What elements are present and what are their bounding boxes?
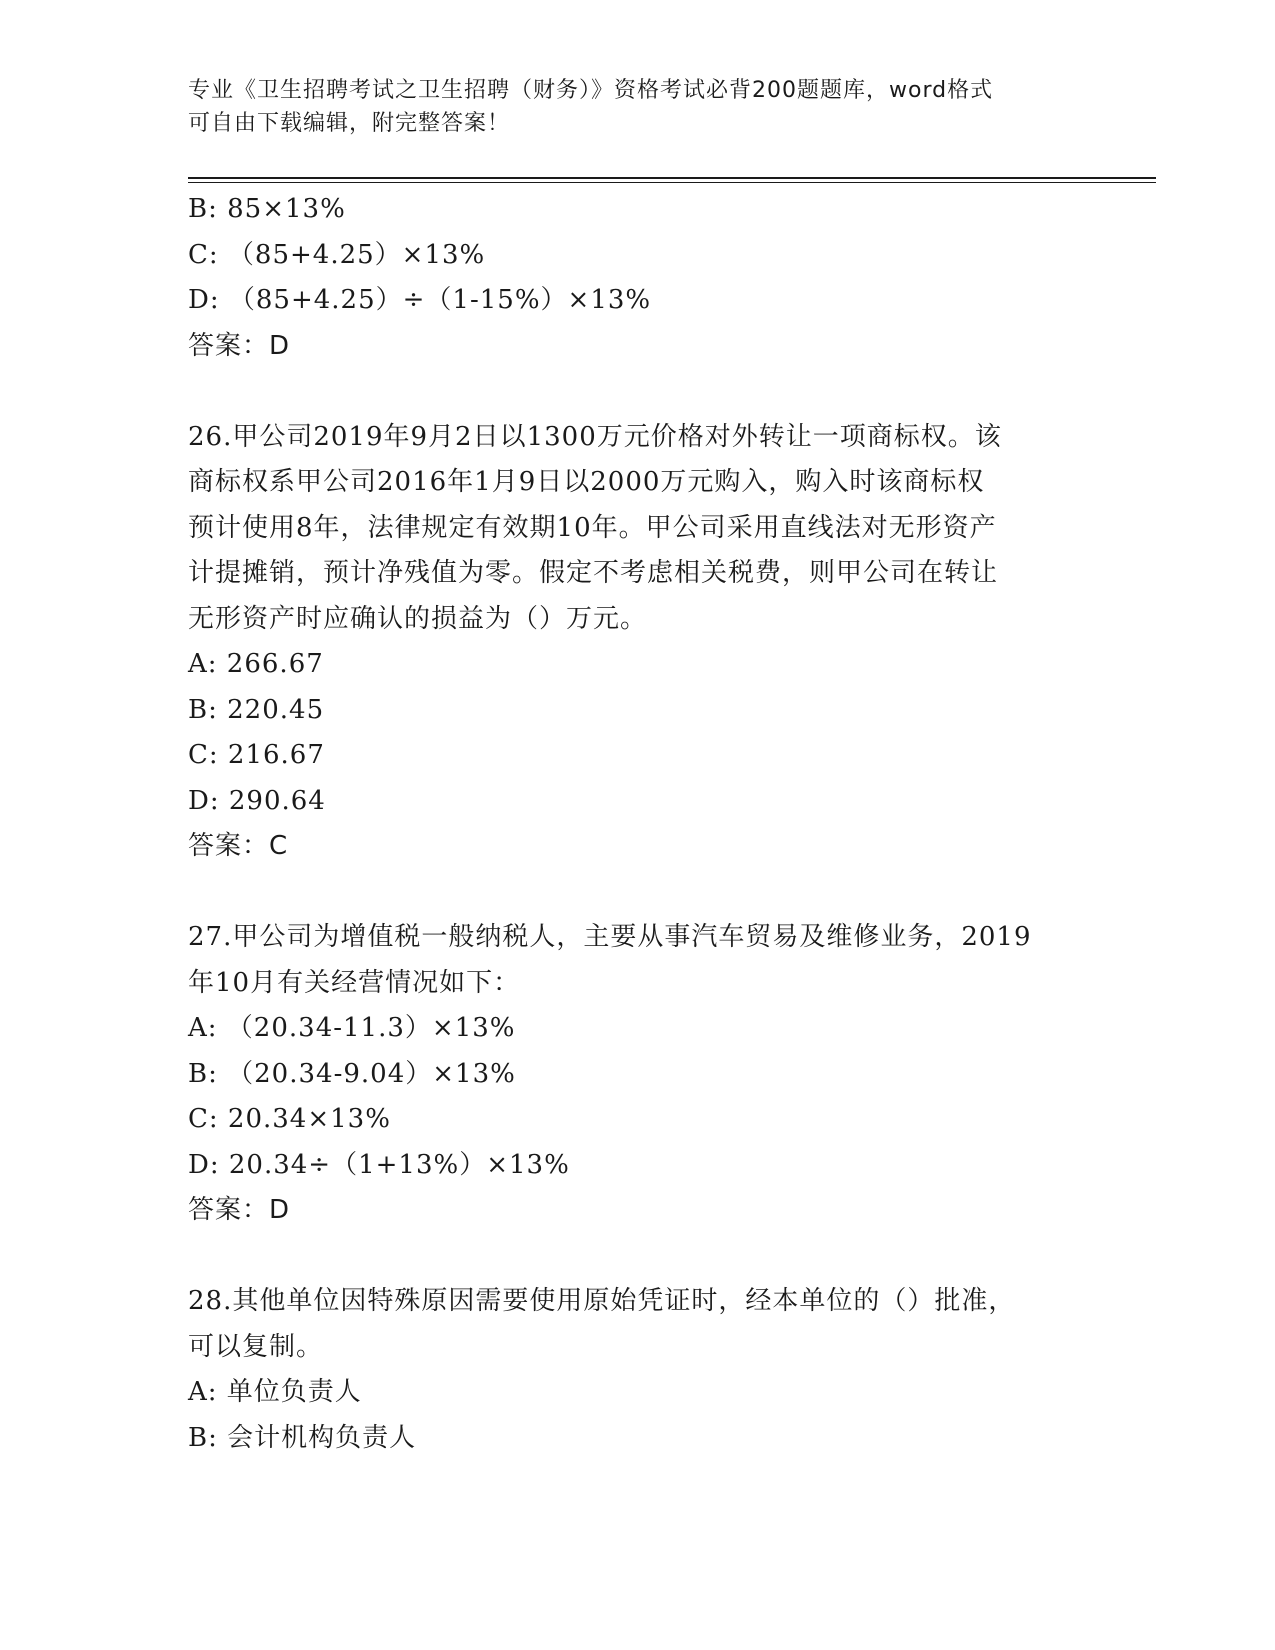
option-d: D: 290.64: [188, 785, 326, 816]
question-stem-line: 计提摊销，预计净残值为零。假定不考虑相关税费，则甲公司在转让: [188, 558, 999, 588]
answer-label: 答案：C: [188, 831, 289, 861]
question-stem-line: 26.甲公司2019年9月2日以1300万元价格对外转让一项商标权。该: [188, 421, 1002, 452]
question-25: [188, 187, 1088, 369]
question-stem-line: 预计使用8年，法律规定有效期10年。甲公司采用直线法对无形资产: [188, 512, 997, 543]
question-28: [188, 1279, 1088, 1461]
option-c: C: 216.67: [188, 740, 325, 770]
option-b: B: （20.34-9.04）×13%: [188, 1058, 516, 1089]
header-title-line-2: 可自由下载编辑，附完整答案！: [188, 111, 511, 136]
option-a: A: （20.34-11.3）×13%: [188, 1013, 516, 1043]
answer-label: 答案：D: [188, 330, 291, 361]
option-b: B: 会计机构负责人: [188, 1422, 417, 1453]
header-divider-thin: [188, 182, 1156, 183]
option-c: C: 20.34×13%: [188, 1104, 391, 1134]
document-header: [188, 74, 1088, 140]
header-divider-thick: [188, 177, 1156, 179]
option-b: B: 85×13%: [188, 194, 346, 224]
option-a: A: 单位负责人: [188, 1377, 362, 1407]
option-c: C: （85+4.25）×13%: [188, 239, 486, 270]
header-title-line-1: 专业《卫生招聘考试之卫生招聘（财务）》资格考试必背200题题库，word格式: [188, 78, 994, 103]
question-stem-line: 年10月有关经营情况如下：: [188, 967, 521, 998]
option-d: D: 20.34÷（1+13%）×13%: [188, 1149, 570, 1180]
question-stem-line: 无形资产时应确认的损益为（）万元。: [188, 603, 648, 634]
question-stem-line: 27.甲公司为增值税一般纳税人，主要从事汽车贸易及维修业务，2019: [188, 922, 1032, 952]
question-26: [188, 415, 1088, 870]
question-27: [188, 915, 1088, 1234]
answer-label: 答案：D: [188, 1195, 291, 1225]
spacer: [188, 369, 1088, 415]
option-d: D: （85+4.25）÷（1-15%）×13%: [188, 285, 652, 315]
option-a: A: 266.67: [188, 649, 324, 679]
question-list: [188, 187, 1088, 1461]
question-stem-line: 商标权系甲公司2016年1月9日以2000万元购入，购入时该商标权: [188, 467, 985, 497]
question-stem-line: 28.其他单位因特殊原因需要使用原始凭证时，经本单位的（）批准，: [188, 1286, 1016, 1316]
spacer: [188, 870, 1088, 916]
spacer: [188, 1234, 1088, 1280]
question-stem-line: 可以复制。: [188, 1331, 324, 1362]
option-b: B: 220.45: [188, 694, 325, 725]
